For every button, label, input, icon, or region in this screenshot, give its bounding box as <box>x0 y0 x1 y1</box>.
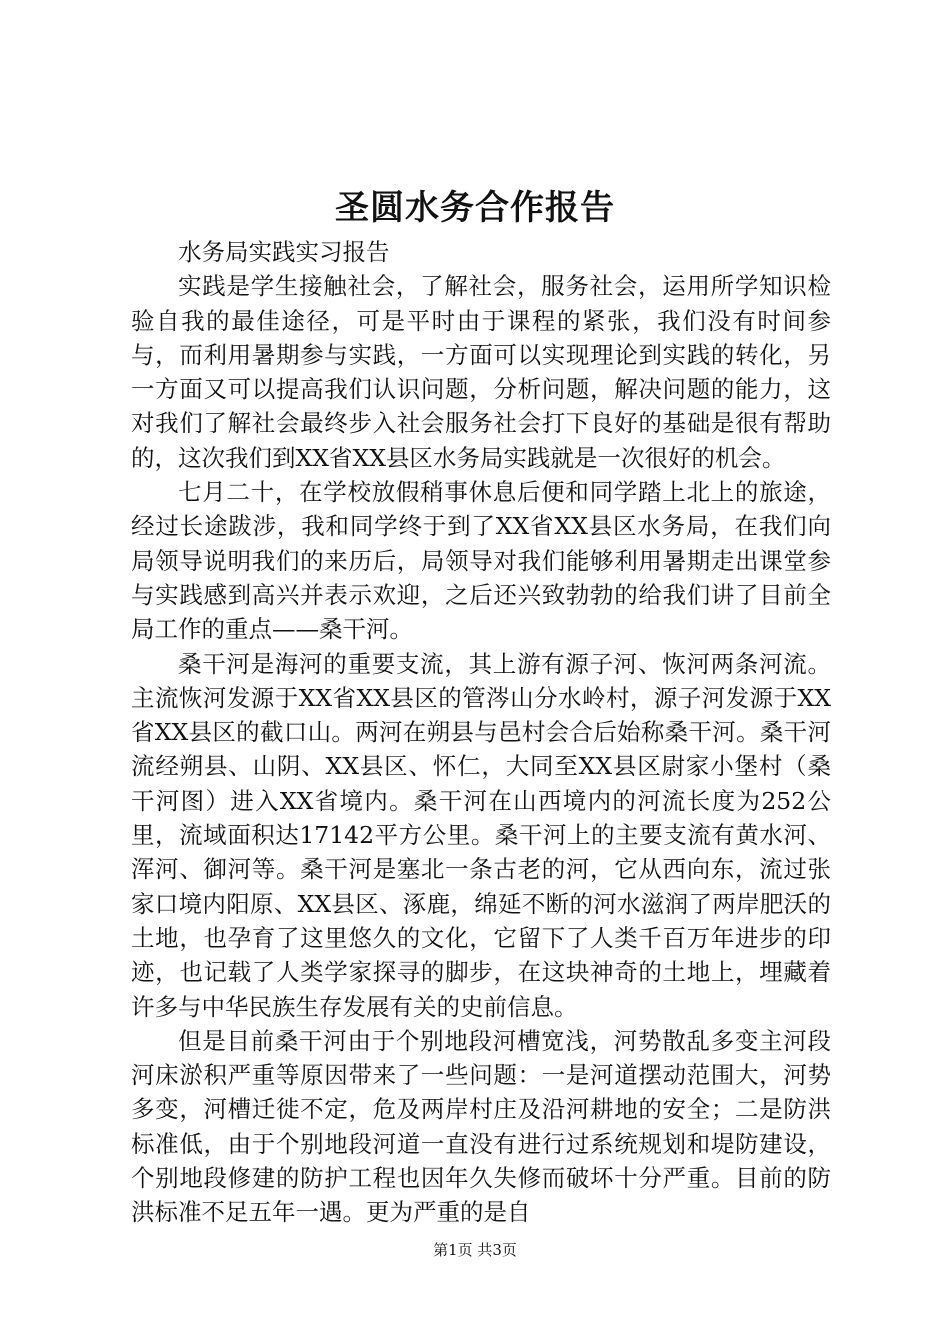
document-body <box>131 235 831 1230</box>
body-paragraph-4: 但是目前桑干河由于个别地段河槽宽浅，河势散乱多变主河段河床淤积严重等原因带来了一些问题：一是河道摆动范围大，河势多变，河槽迁徙不定，危及两岸村庄及沿河耕地的安全；二是防洪标准低，由于个别地段河道一直没有进行过系统规划和堤防建设，个别地段修建的防护工程也因年久失修而破坏十分严重。目前的防洪标准不足五年一遇。更为严重的是自 <box>131 1026 831 1227</box>
body-paragraph-1: 实践是学生接触社会，了解社会，服务社会，运用所学知识检验自我的最佳途径，可是平时由于课程的紧张，我们没有时间参与，而利用暑期参与实践，一方面可以实现理论到实践的转化，另一方面又可以提高我们认识问题，分析问题，解决问题的能力，这对我们了解社会最终步入社会服务社会打下良好的基础是很有帮助的，这次我们到XX省XX县区水务局实践就是一次很好的机会。 <box>131 272 831 472</box>
subtitle-paragraph: 水务局实践实习报告 <box>178 238 390 266</box>
page-number-footer: 第1页 共3页 <box>433 1241 517 1259</box>
body-paragraph-3: 桑干河是海河的重要支流，其上游有源子河、恢河两条河流。主流恢河发源于XX省XX县区的管涔山分水岭村，源子河发源于XX省XX县区的截口山。两河在朔县与邑村会合后始称桑干河。桑干河流经朔县、山阴、XX县区、怀仁，大同至XX县区尉家小堡村（桑干河图）进入XX省境内。桑干河在山西境内的河流长度为252公里，流域面积达17142平方公里。桑干河上的主要支流有黄水河、浑河、御河等。桑干河是塞北一条古老的河，它从西向东，流过张家口境内阳原、XX县区、涿鹿，绵延不断的河水滋润了两岸肥沃的土地，也孕育了这里悠久的文化，它留下了人类千百万年进步的印迹，也记载了人类学家探寻的脚步，在这块神奇的土地上，埋藏着许多与中华民族生存发展有关的史前信息。 <box>131 649 831 1021</box>
body-paragraph-2: 七月二十，在学校放假稍事休息后便和同学踏上北上的旅途，经过长途跋涉，我和同学终于到了XX省XX县区水务局，在我们向局领导说明我们的来历后，局领导对我们能够利用暑期走出课堂参与实践感到高兴并表示欢迎，之后还兴致勃勃的给我们讲了目前全局工作的重点——桑干河。 <box>131 478 831 644</box>
document-title: 圣圆水务合作报告 <box>335 188 615 228</box>
